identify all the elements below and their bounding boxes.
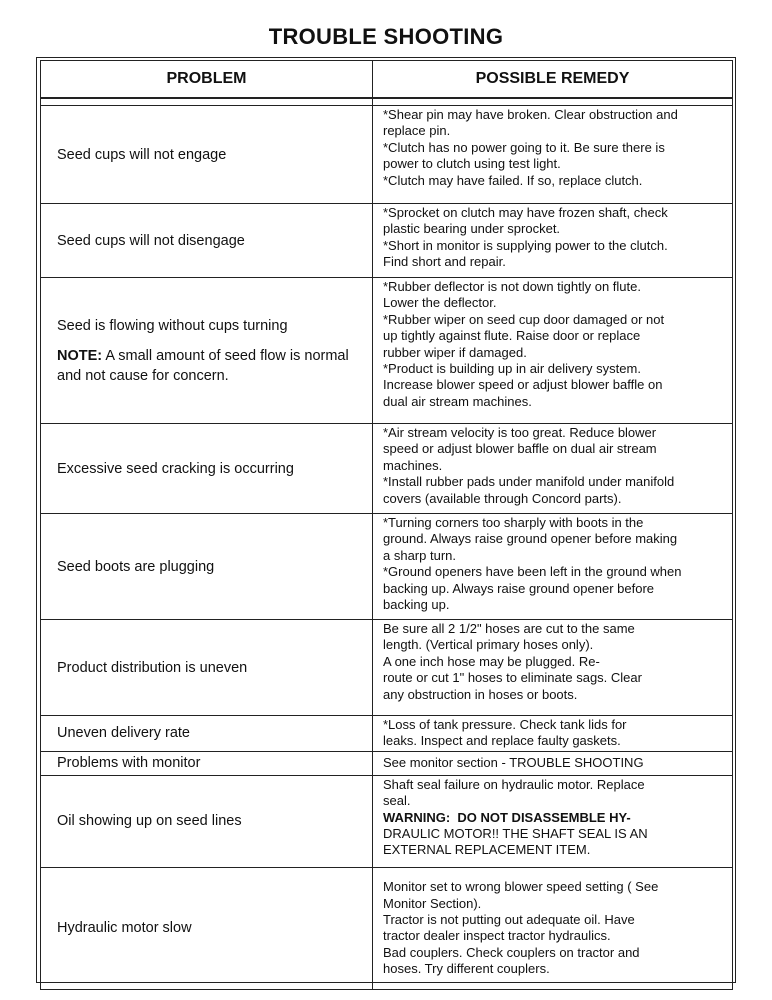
problem-cell: Excessive seed cracking is occurring	[41, 424, 373, 514]
problem-cell: Problems with monitor	[41, 751, 373, 775]
header-row	[41, 61, 733, 99]
table-row	[41, 716, 733, 752]
remedy-line: *Product is building up in air delivery system.	[383, 361, 641, 377]
header-separator	[41, 98, 733, 106]
table-row	[41, 775, 733, 867]
remedy-line: power to clutch using test light.	[383, 156, 561, 172]
remedy-line: *Rubber deflector is not down tightly on flute.	[383, 279, 641, 294]
remedy-line: Bad couplers. Check couplers on tractor and	[383, 944, 640, 960]
remedy-header: POSSIBLE REMEDY	[373, 61, 733, 99]
troubleshooting-table	[40, 60, 733, 990]
table-row	[41, 424, 733, 514]
problem-text: Seed is flowing without cups turning	[57, 317, 288, 334]
remedy-line: hoses. Try different couplers.	[383, 961, 550, 977]
remedy-cell	[373, 867, 733, 989]
remedy-line: machines.	[383, 457, 443, 473]
remedy-line: rubber wiper if damaged.	[383, 344, 527, 360]
remedy-line: a sharp turn.	[383, 547, 456, 563]
table-row	[41, 514, 733, 620]
remedy-line: *Shear pin may have broken. Clear obstruction and	[383, 107, 678, 122]
remedy-line: ground. Always raise ground opener before making	[383, 531, 678, 547]
remedy-line: Be sure all 2 1/2" hoses are cut to the same	[383, 621, 635, 636]
remedy-line: dual air stream machines.	[383, 393, 532, 409]
remedy-cell	[373, 514, 733, 620]
warning-line	[383, 810, 728, 826]
remedy-line: *Turning corners too sharply with boots in the	[383, 515, 644, 530]
problem-header: PROBLEM	[41, 61, 373, 99]
remedy-line: plastic bearing under sprocket.	[383, 221, 561, 237]
remedy-line: *Rubber wiper on seed cup door damaged or not	[383, 311, 665, 327]
table-row	[41, 278, 733, 424]
remedy-line: length. (Vertical primary hoses only).	[383, 637, 594, 653]
remedy-line: See monitor section - TROUBLE SHOOTING	[383, 755, 644, 771]
remedy-line: seal.	[383, 793, 411, 809]
warning-text: DO NOT DISASSEMBLE HY-	[450, 809, 631, 825]
remedy-cell	[373, 775, 733, 867]
problem-cell: Seed cups will not disengage	[41, 204, 373, 278]
table-row	[41, 106, 733, 204]
remedy-line: Find short and repair.	[383, 254, 506, 270]
remedy-line: Lower the deflector.	[383, 295, 497, 311]
warning-line: DRAULIC MOTOR!! THE SHAFT SEAL IS AN	[383, 826, 648, 842]
remedy-line: *Short in monitor is supplying power to the clutch.	[383, 237, 668, 253]
note-label: NOTE:	[57, 347, 103, 364]
remedy-line: speed or adjust blower baffle on dual air stream	[383, 441, 657, 457]
remedy-line: Increase blower speed or adjust blower baffle on	[383, 377, 663, 393]
remedy-line: Monitor set to wrong blower speed setting ( See	[383, 879, 659, 895]
remedy-line: *Install rubber pads under manifold under manifold	[383, 474, 675, 490]
remedy-line: Tractor is not putting out adequate oil. Have	[383, 911, 635, 927]
problem-cell: Uneven delivery rate	[41, 716, 373, 752]
remedy-line: Shaft seal failure on hydraulic motor. Replace	[383, 776, 645, 792]
note-body: A small amount of seed flow is normal and not cause for concern.	[57, 347, 349, 384]
table-row	[41, 204, 733, 278]
remedy-line: leaks. Inspect and replace faulty gaskets.	[383, 733, 621, 749]
remedy-line: tractor dealer inspect tractor hydraulics.	[383, 928, 611, 944]
remedy-cell	[373, 716, 733, 752]
remedy-line: backing up. Always raise ground opener before	[383, 580, 655, 596]
remedy-line: replace pin.	[383, 123, 451, 139]
remedy-line: covers (available through Concord parts).	[383, 490, 622, 506]
note-text	[57, 346, 366, 386]
remedy-line: *Clutch has no power going to it. Be sure there is	[383, 139, 665, 155]
problem-cell: Oil showing up on seed lines	[41, 775, 373, 867]
remedy-line: *Loss of tank pressure. Check tank lids for	[383, 717, 627, 732]
problem-cell: Product distribution is uneven	[41, 620, 373, 716]
remedy-line: backing up.	[383, 597, 450, 613]
table-row	[41, 620, 733, 716]
warning-label: WARNING:	[383, 809, 451, 825]
remedy-cell	[373, 424, 733, 514]
remedy-line: *Clutch may have failed. If so, replace clutch.	[383, 172, 643, 188]
page-title: TROUBLE SHOOTING	[268, 24, 504, 49]
problem-cell: Seed cups will not engage	[41, 106, 373, 204]
remedy-line: *Sprocket on clutch may have frozen shaft, check	[383, 205, 668, 220]
remedy-cell	[373, 106, 733, 204]
remedy-line: *Ground openers have been left in the ground when	[383, 564, 682, 580]
table-row	[41, 867, 733, 989]
remedy-line: up tightly against flute. Raise door or replace	[383, 328, 641, 344]
remedy-line: A one inch hose may be plugged. Re-	[383, 653, 600, 669]
problem-cell	[41, 278, 373, 424]
problem-cell: Hydraulic motor slow	[41, 867, 373, 989]
table-row	[41, 751, 733, 775]
problem-cell: Seed boots are plugging	[41, 514, 373, 620]
remedy-cell	[373, 204, 733, 278]
remedy-cell	[373, 620, 733, 716]
remedy-line: Monitor Section).	[383, 895, 482, 911]
remedy-cell	[373, 751, 733, 775]
warning-line: EXTERNAL REPLACEMENT ITEM.	[383, 842, 591, 858]
remedy-line: any obstruction in hoses or boots.	[383, 686, 578, 702]
remedy-cell	[373, 278, 733, 424]
remedy-line: route or cut 1" hoses to eliminate sags. Clear	[383, 670, 642, 686]
remedy-line: *Air stream velocity is too great. Reduce blower	[383, 425, 657, 440]
